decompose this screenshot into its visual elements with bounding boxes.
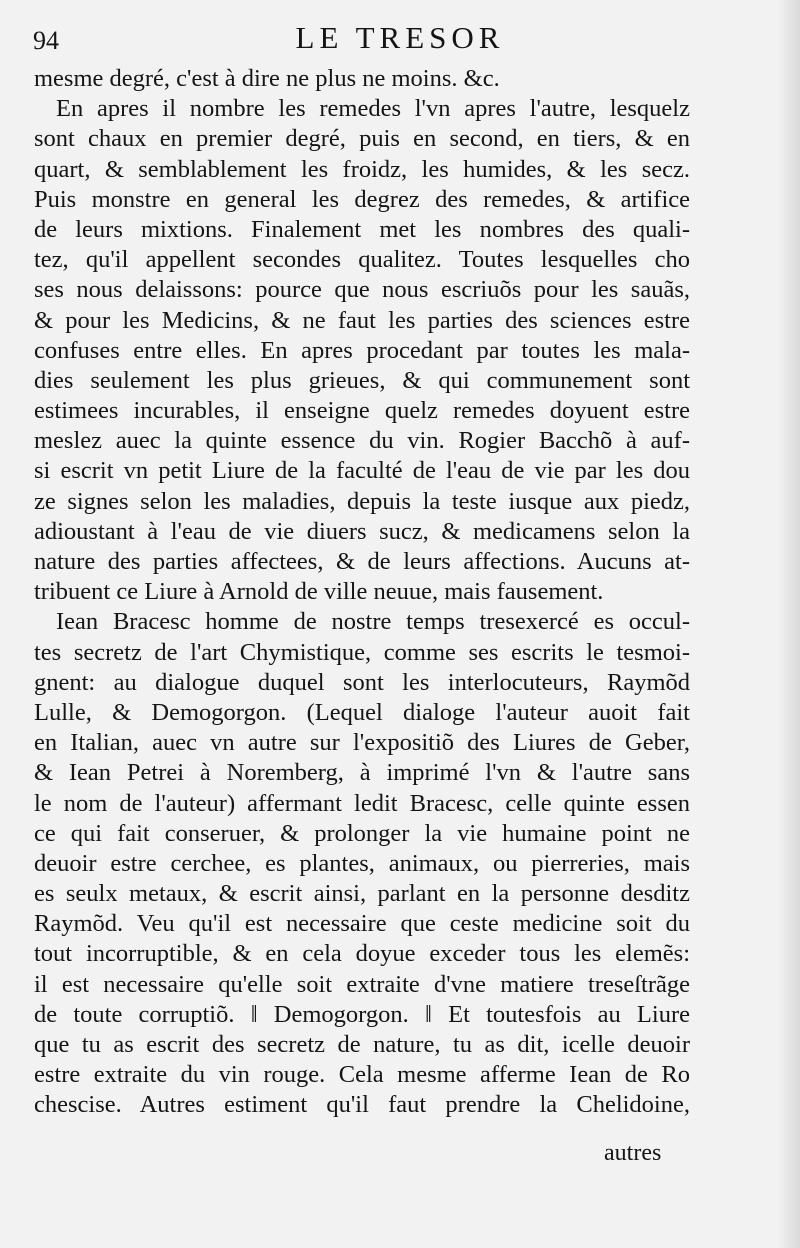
text-line: meslez auec la quinte essence du vin. Rogier Bacchõ à auf- bbox=[34, 427, 690, 455]
text-line: es seulx metaux, & escrit ainsi, parlant en la personne desditz bbox=[34, 880, 690, 908]
text-line: estimees incurables, il enseigne quelz remedes doyuent estre bbox=[34, 397, 690, 425]
text-line: tes secretz de l'art Chymistique, comme ses escrits le tesmoi- bbox=[34, 638, 690, 666]
text-line: tribuent ce Liure à Arnold de ville neuue, mais fausement. bbox=[34, 578, 604, 606]
text-line: le nom de l'auteur) affermant ledit Bracesc, celle quinte essen bbox=[34, 789, 690, 817]
text-line: En apres il nombre les remedes l'vn apres l'autre, lesquelz bbox=[56, 95, 690, 123]
text-line: de leurs mixtions. Finalement met les nombres des quali- bbox=[34, 215, 690, 243]
text-line: estre extraite du vin rouge. Cela mesme afferme Iean de Ro bbox=[34, 1061, 690, 1089]
text-line: ze signes selon les maladies, depuis la teste iusque aux piedz, bbox=[34, 487, 690, 515]
text-line: gnent: au dialogue duquel sont les interlocuteurs, Raymõd bbox=[34, 668, 690, 696]
text-line: de toute corruptiõ. ‖ Demogorgon. ‖ Et toutesfois au Liure bbox=[34, 1000, 690, 1028]
text-line: & pour les Medicins, & ne faut les parties des sciences estre bbox=[34, 306, 690, 334]
text-line: nature des parties affectees, & de leurs affections. Aucuns at- bbox=[34, 548, 690, 575]
text-line: quart, & semblablement les froidz, les humides, & les secz. bbox=[34, 155, 690, 183]
text-line: & Iean Petrei à Noremberg, à imprimé l'vn & l'autre sans bbox=[34, 759, 690, 787]
text-line: que tu as escrit des secretz de nature, tu as dit, icelle deuoir bbox=[34, 1031, 690, 1058]
text-line: sont chaux en premier degré, puis en second, en tiers, & en bbox=[34, 125, 690, 153]
body-text bbox=[34, 64, 690, 1121]
text-line: chescise. Autres estiment qu'il faut prendre la Chelidoine, bbox=[34, 1091, 690, 1119]
text-line: dies seulement les plus grieues, & qui communement sont bbox=[34, 366, 690, 394]
running-title: LE TRESOR bbox=[295, 20, 505, 55]
text-line: en Italian, auec vn autre sur l'expositiõ des Liures de Geber, bbox=[34, 729, 690, 757]
text-line: Iean Bracesc homme de nostre temps tresexercé es occul- bbox=[56, 608, 690, 636]
text-line: Lulle, & Demogorgon. (Lequel dialoge l'auteur auoit fait bbox=[34, 698, 690, 726]
text-line: confuses entre elles. En apres procedant par toutes les mala- bbox=[34, 336, 690, 364]
text-line: adioustant à l'eau de vie diuers sucz, & medicamens selon la bbox=[34, 517, 690, 545]
text-line: tout incorruptible, & en cela doyue exceder tous les elemẽs: bbox=[34, 940, 690, 968]
page-edge-shadow bbox=[778, 0, 800, 1248]
page-number: 94 bbox=[33, 26, 59, 55]
text-line: mesme degré, c'est à dire ne plus ne moins. &c. bbox=[34, 65, 500, 92]
catchword: autres bbox=[604, 1140, 662, 1166]
text-line: deuoir estre cerchee, es plantes, animaux, ou pierreries, mais bbox=[34, 849, 690, 877]
text-line: il est necessaire qu'elle soit extraite d'vne matiere treseſtrãge bbox=[34, 970, 690, 998]
text-line: Puis monstre en general les degrez des remedes, & artifice bbox=[34, 185, 690, 213]
text-line: Raymõd. Veu qu'il est necessaire que ceste medicine soit du bbox=[34, 910, 690, 938]
text-line: ses nous delaissons: pource que nous escriuõs pour les sauãs, bbox=[34, 276, 690, 304]
text-line: si escrit vn petit Liure de la faculté de l'eau de vie par les dou bbox=[34, 457, 690, 485]
text-line: tez, qu'il appellent secondes qualitez. Toutes lesquelles cho bbox=[34, 246, 690, 274]
text-line: ce qui fait conseruer, & prolonger la vie humaine point ne bbox=[34, 819, 690, 847]
